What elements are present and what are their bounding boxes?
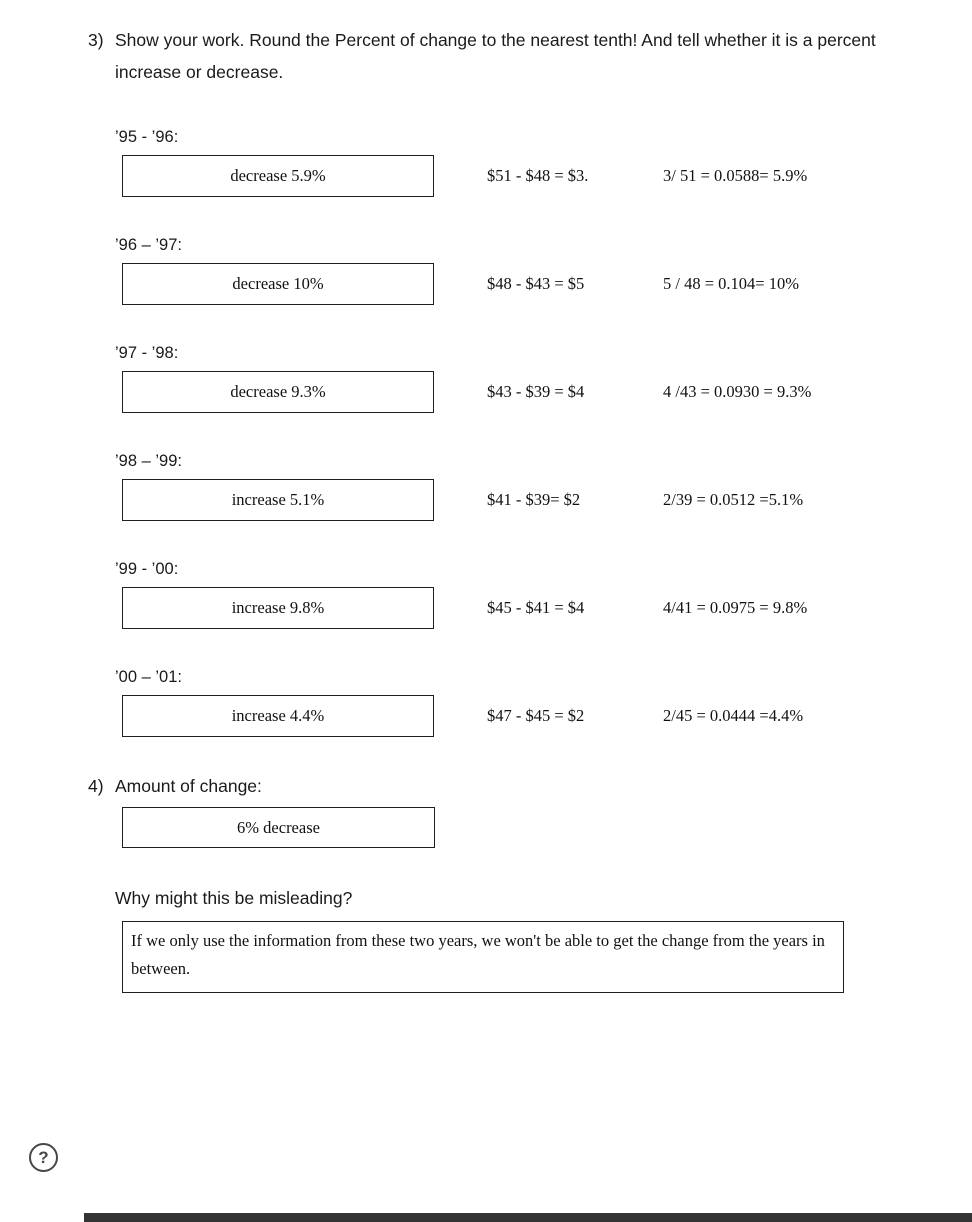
answer-text: increase 4.4% [231,706,325,725]
year-range-label: ’00 – ’01: [115,668,182,686]
work-row-96-97 [115,236,972,305]
work-row-97-98 [115,344,972,413]
work-row-99-00 [115,560,972,629]
answer-text: increase 9.8% [231,598,325,617]
question-4-number: 4) [88,776,104,796]
answer-box [122,371,434,413]
work-division: 4/41 = 0.0975 = 9.8% [663,598,808,617]
question-4-prompt: Amount of change: [115,776,262,796]
amount-of-change-answer-box [122,807,435,848]
work-subtraction: $47 - $45 = $2 [487,706,585,725]
answer-box [122,587,434,629]
year-range-label: ’99 - ’00: [115,560,179,578]
work-subtraction: $45 - $41 = $4 [487,598,585,617]
year-range-label: ’98 – ’99: [115,452,182,470]
work-row-00-01 [115,668,972,737]
misleading-question: Why might this be misleading? [115,888,353,908]
answer-text: decrease 9.3% [230,382,326,401]
year-range-label: ’95 - ’96: [115,128,179,146]
work-subtraction: $48 - $43 = $5 [487,274,585,293]
work-row-95-96 [115,128,972,197]
work-subtraction: $51 - $48 = $3. [487,166,589,185]
answer-text: increase 5.1% [231,490,325,509]
work-division: 3/ 51 = 0.0588= 5.9% [663,166,808,185]
question-3-number: 3) [88,30,104,50]
answer-box [122,695,434,737]
year-range-label: ’96 – ’97: [115,236,182,254]
work-division: 5 / 48 = 0.104= 10% [663,274,799,293]
answer-text: 6% decrease [237,817,320,837]
question-3-prompt: Show your work. Round the Percent of change to the nearest tenth! And tell whether it is a percent increase or decrease. [115,30,876,82]
answer-box [122,155,434,197]
work-division: 4 /43 = 0.0930 = 9.3% [663,382,812,401]
work-subtraction: $43 - $39 = $4 [487,382,585,401]
work-division: 2/39 = 0.0512 =5.1% [663,490,804,509]
question-4-header [0,776,972,797]
misleading-answer-box: If we only use the information from these two years, we won't be able to get the change from the years in between. [122,921,844,993]
work-rows [115,128,972,737]
bottom-edge-bar [84,1213,972,1222]
answer-text: decrease 5.9% [230,166,326,185]
question-3-header [0,0,972,88]
answer-text: decrease 10% [232,274,324,293]
answer-box [122,263,434,305]
help-icon-glyph: ? [38,1147,49,1167]
work-division: 2/45 = 0.0444 =4.4% [663,706,804,725]
help-icon[interactable] [29,1143,58,1172]
work-subtraction: $41 - $39= $2 [487,490,581,509]
year-range-label: ’97 - ’98: [115,344,179,362]
work-row-98-99 [115,452,972,521]
answer-box [122,479,434,521]
